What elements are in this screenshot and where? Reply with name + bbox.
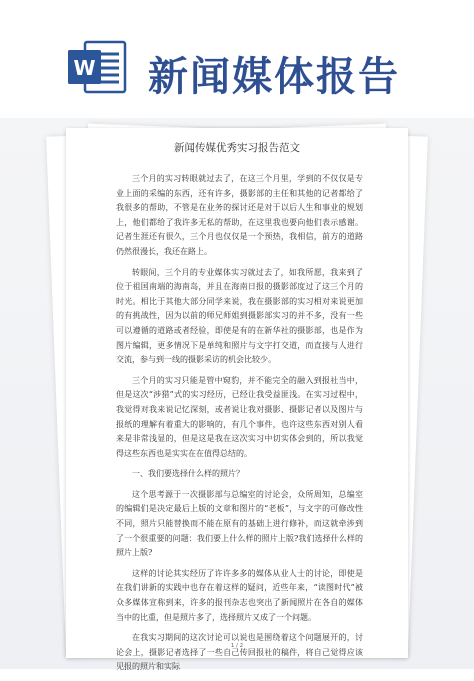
paragraph: 三个月的实习转眼就过去了，在这三个月里，学到的不仅仅是专业上面的采编的东西，还有许多，摄影部的主任和其他的记者都给了我很多的帮助，不管是在业务的探讨还是对于以后人生和事业的规划上，他们都给了我许多无私的帮助，在这里我也要向他们表示感谢。记者生涯还有很久，三个月也仅仅是一个预热，我相信，前方的道路仍然很漫长，我还在路上。 — [116, 174, 363, 256]
paragraph: 三个月的实习只能是管中窥豹，并不能完全的融入到报社当中，但是这次“涉猎”式的实习经历，已经让我受益匪浅。在实习过程中，我觉得对我来说记忆深刻，或者说让我对摄影、摄影记者以及图片与报纸的理解有着重大的影响的，有几个事件，也许这些东西对别人看来是非常浅显的，但是这是我在这次实习中切实体会到的，所以我觉得这些东西也是实实在在值得总结的。 — [116, 375, 363, 458]
banner-header — [0, 0, 474, 118]
paragraph: 这个思考源于一次摄影部与总编室的讨论会，众所周知，总编室的编辑们是决定最后上版的文章和图片的“老板”，与文字的可修改性不同，照片只能替换而不能在原有的基础上进行修补，而这就牵涉到了一个很重要的问题：我们要上什么样的照片上版?我们选择什么样的照片上版? — [116, 489, 363, 558]
document-title: 新闻传媒优秀实习报告范文 — [174, 142, 300, 154]
document-page — [66, 128, 408, 672]
paragraph: 这样的讨论其实经历了许许多多的媒体从业人士的讨论，即使是在我们讲新的实践中也存在着这样的疑问，近些年来，“读图时代”被众多媒体宣称到来，许多的报刊杂志也突出了新闻照片在各自的媒体当中的比重，但是照片多了，选择照片又成了一个问题。 — [116, 568, 363, 622]
page-number: 1 / 2 — [230, 643, 244, 649]
word-document-icon — [67, 38, 127, 96]
word-icon-letter: W — [73, 56, 96, 80]
paragraph: 转眼间，三个月的专业媒体实习就过去了，如我所愿，我来到了位于祖国南端的海南岛，并且在海南日报的摄影部度过了这三个月的时光。相比于其他大部分同学来说，我在摄影部的实习相对来说更加的有挑战性，因为以前的师兄师姐到摄影部实习的并不多，没有一些可以遵循的道路或者经验，即使是有的在新华社的摄影部，也是作为图片编辑，更多情况下是单纯和照片与文字打交道，而直接与人进行交流，参与到一线的摄影采访的机会比较少。 — [116, 267, 363, 365]
paragraph: 在我实习期间的这次讨论可以说也是围绕着这个问题展开的，讨论会上，摄影记者选择了一些自己传回报社的稿件，将自己觉得应该见报的照片和实际 — [116, 633, 363, 672]
document-body — [116, 172, 363, 681]
banner-title: 新闻媒体报告 — [148, 54, 400, 100]
section-heading: 一、我们要选择什么样的照片？ — [132, 469, 244, 479]
